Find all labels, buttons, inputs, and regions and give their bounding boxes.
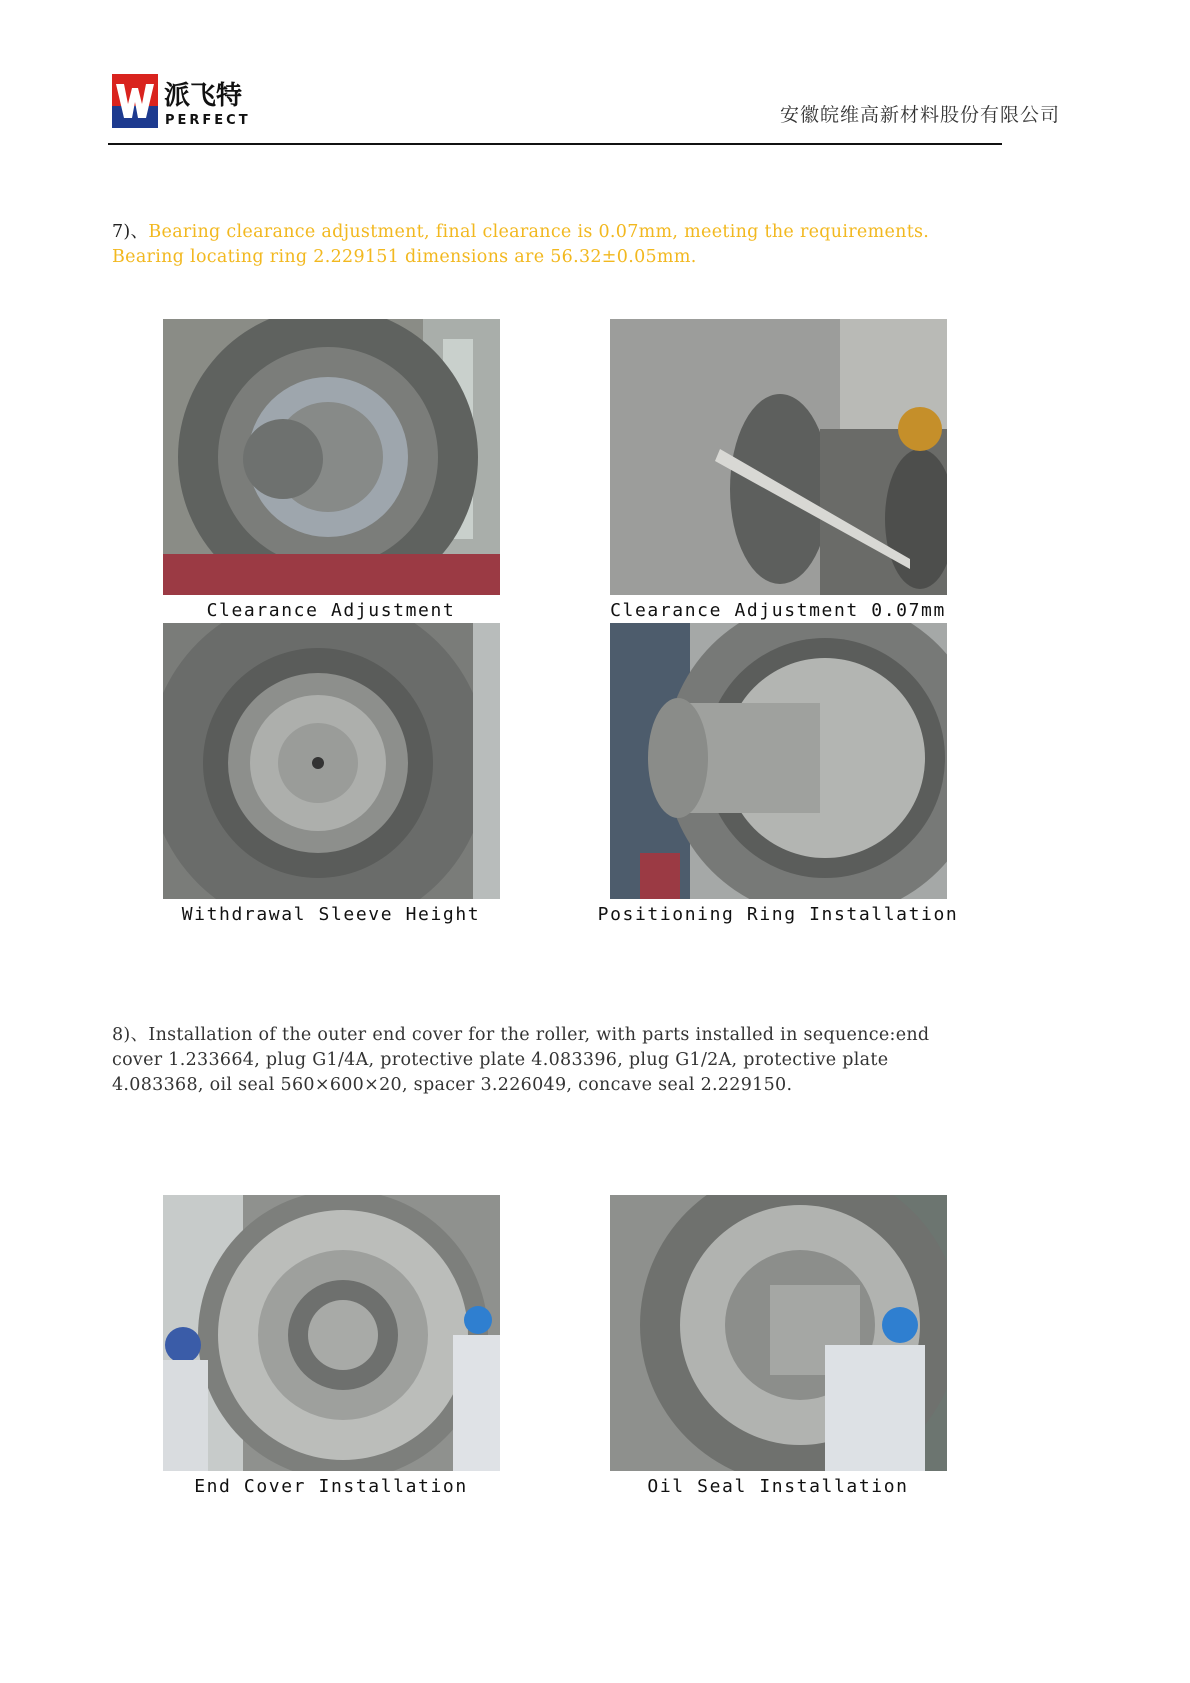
caption-clearance-adjustment-007: Clearance Adjustment 0.07mm <box>610 600 946 621</box>
svg-text:派飞特: 派飞特 <box>164 81 243 111</box>
caption-withdrawal-sleeve-height: Withdrawal Sleeve Height <box>181 904 481 925</box>
section-7-highlight: Bearing clearance adjustment, final clearance is 0.07mm, meeting the requirements. Bearing locating ring 2.229151 dimensions are 56.32±0.05mm. <box>112 222 936 267</box>
section-7-prefix: 7)、 <box>112 222 149 242</box>
caption-positioning-ring-installation: Positioning Ring Installation <box>597 904 959 925</box>
photo-positioning-ring-installation <box>610 623 947 899</box>
section-7-text <box>112 220 952 270</box>
caption-end-cover-installation: End Cover Installation <box>194 1476 468 1497</box>
photo-clearance-adjustment <box>163 319 500 595</box>
photo-withdrawal-sleeve-height <box>163 623 500 899</box>
section-8-text: 8)、Installation of the outer end cover for the roller, with parts installed in sequence:end cover 1.233664, plug G1/4A, protective plate 4.083396, plug G1/2A, protective plate 4.083368, oil seal 560×600×20, spacer 3.226049, concave seal 2.229150. <box>112 1025 936 1095</box>
company-logo <box>112 74 252 128</box>
photo-end-cover-installation <box>163 1195 500 1471</box>
photo-clearance-adjustment-007 <box>610 319 947 595</box>
company-name: 安徽皖维高新材料股份有限公司 <box>780 104 1061 126</box>
header-divider <box>108 143 1002 145</box>
caption-oil-seal-installation: Oil Seal Installation <box>647 1476 909 1497</box>
photo-oil-seal-installation <box>610 1195 947 1471</box>
caption-clearance-adjustment: Clearance Adjustment <box>206 600 456 621</box>
svg-text:PERFECT: PERFECT <box>165 113 251 128</box>
